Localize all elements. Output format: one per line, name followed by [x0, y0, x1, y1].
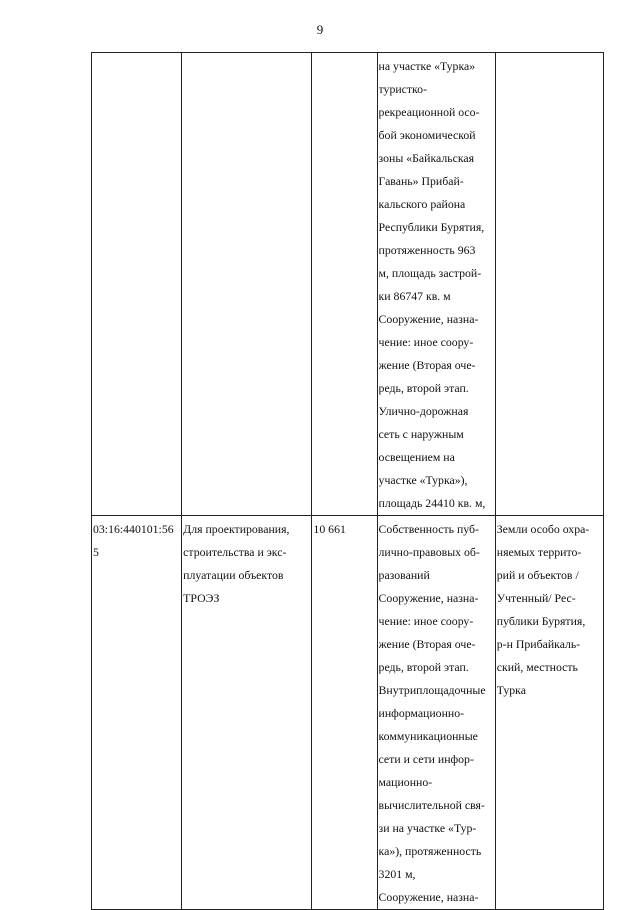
- encumbrance-cell: [377, 516, 495, 910]
- cell-text-line: протяженность 963: [378, 243, 476, 257]
- cell-text-line: зоны «Байкальская: [378, 151, 475, 165]
- cell-text-line: чение: иное соору-: [378, 614, 474, 628]
- cell-text-line: на участке «Турка»: [378, 59, 476, 73]
- cell-text-line: Сооружение, назна-: [378, 312, 479, 326]
- cell-text-line: рий и объектов /: [496, 568, 579, 582]
- cell-text-line: Сооружение, назна-: [378, 890, 479, 904]
- cell-text-line: сети и сети инфор-: [378, 752, 474, 766]
- category-cell: [495, 53, 603, 516]
- cell-text-line: публики Бурятия,: [496, 614, 586, 628]
- cell-text-line: ки 86747 кв. м: [378, 289, 451, 303]
- permitted-use-cell: [182, 53, 312, 516]
- cell-text-line: жение (Вторая оче-: [378, 358, 476, 372]
- cell-text-line: 3201 м,: [378, 867, 416, 881]
- area-cell: [312, 53, 377, 516]
- land-registry-table: [91, 52, 604, 910]
- cell-text-line: строительства и экс-: [183, 545, 287, 559]
- cell-text-line: Турка: [496, 683, 526, 697]
- cell-text-line: м, площадь застрой-: [378, 266, 482, 280]
- table-row: [92, 53, 604, 516]
- category-cell: [495, 516, 603, 910]
- cell-text-line: редь, второй этап.: [378, 660, 469, 674]
- cell-text-line: рекреационной осо-: [378, 105, 480, 119]
- cell-text-line: редь, второй этап.: [378, 381, 469, 395]
- cell-text-line: туристко-: [378, 82, 428, 96]
- cell-text-line: лично-правовых об-: [378, 545, 480, 559]
- cell-text-line: Гавань» Прибай-: [378, 174, 464, 188]
- cell-text-line: участке «Турка»),: [378, 473, 468, 487]
- area-value: [313, 55, 375, 78]
- cell-text-line: освещением на: [378, 450, 455, 464]
- table-row: [92, 516, 604, 910]
- cell-text-line: р-н Прибайкаль-: [496, 637, 581, 651]
- cell-text-line: Республики Бурятия,: [378, 220, 485, 234]
- cell-text-line: 5: [93, 545, 99, 559]
- cell-text-line: жение (Вторая оче-: [378, 637, 476, 651]
- cell-text-line: разований: [378, 568, 430, 582]
- cell-text-line: Учтенный/ Рес-: [496, 591, 576, 605]
- cell-text-line: бой экономической: [378, 128, 476, 142]
- cell-text-line: сеть с наружным: [378, 427, 464, 441]
- cell-text-line: ка»), протяженность: [378, 844, 482, 858]
- area-value: 10 661: [313, 522, 346, 536]
- cell-text-line: информационно-: [378, 706, 465, 720]
- cell-text-line: вычислительной свя-: [378, 798, 485, 812]
- cell-text-line: 03:16:440101:56: [93, 522, 174, 536]
- cell-text-line: Сооружение, назна-: [378, 591, 479, 605]
- area-cell: [312, 516, 377, 910]
- encumbrance-cell: [377, 53, 495, 516]
- cell-text-line: Земли особо охра-: [496, 522, 590, 536]
- cell-text-line: Для проектирования,: [183, 522, 290, 536]
- cell-text-line: кальского района: [378, 197, 466, 211]
- cell-text-line: Собственность пуб-: [378, 522, 479, 536]
- cell-text-line: плуатации объектов: [183, 568, 284, 582]
- cell-text-line: чение: иное соору-: [378, 335, 474, 349]
- cell-text-line: коммуникационные: [378, 729, 478, 743]
- cell-text-line: Внутриплощадочные: [378, 683, 486, 697]
- cell-text-line: ский, местность: [496, 660, 578, 674]
- cadastral-number-cell: [92, 516, 182, 910]
- cadastral-number-cell: [92, 53, 182, 516]
- cell-text-line: Улично-дорожная: [378, 404, 469, 418]
- page-number: 9: [316, 22, 324, 37]
- cell-text-line: зи на участке «Тур-: [378, 821, 477, 835]
- cell-text-line: мационно-: [378, 775, 433, 789]
- cell-text-line: няемых террито-: [496, 545, 582, 559]
- cell-text-line: площадь 24410 кв. м,: [378, 496, 486, 510]
- permitted-use-cell: [182, 516, 312, 910]
- cell-text-line: ТРОЭЗ: [183, 591, 220, 605]
